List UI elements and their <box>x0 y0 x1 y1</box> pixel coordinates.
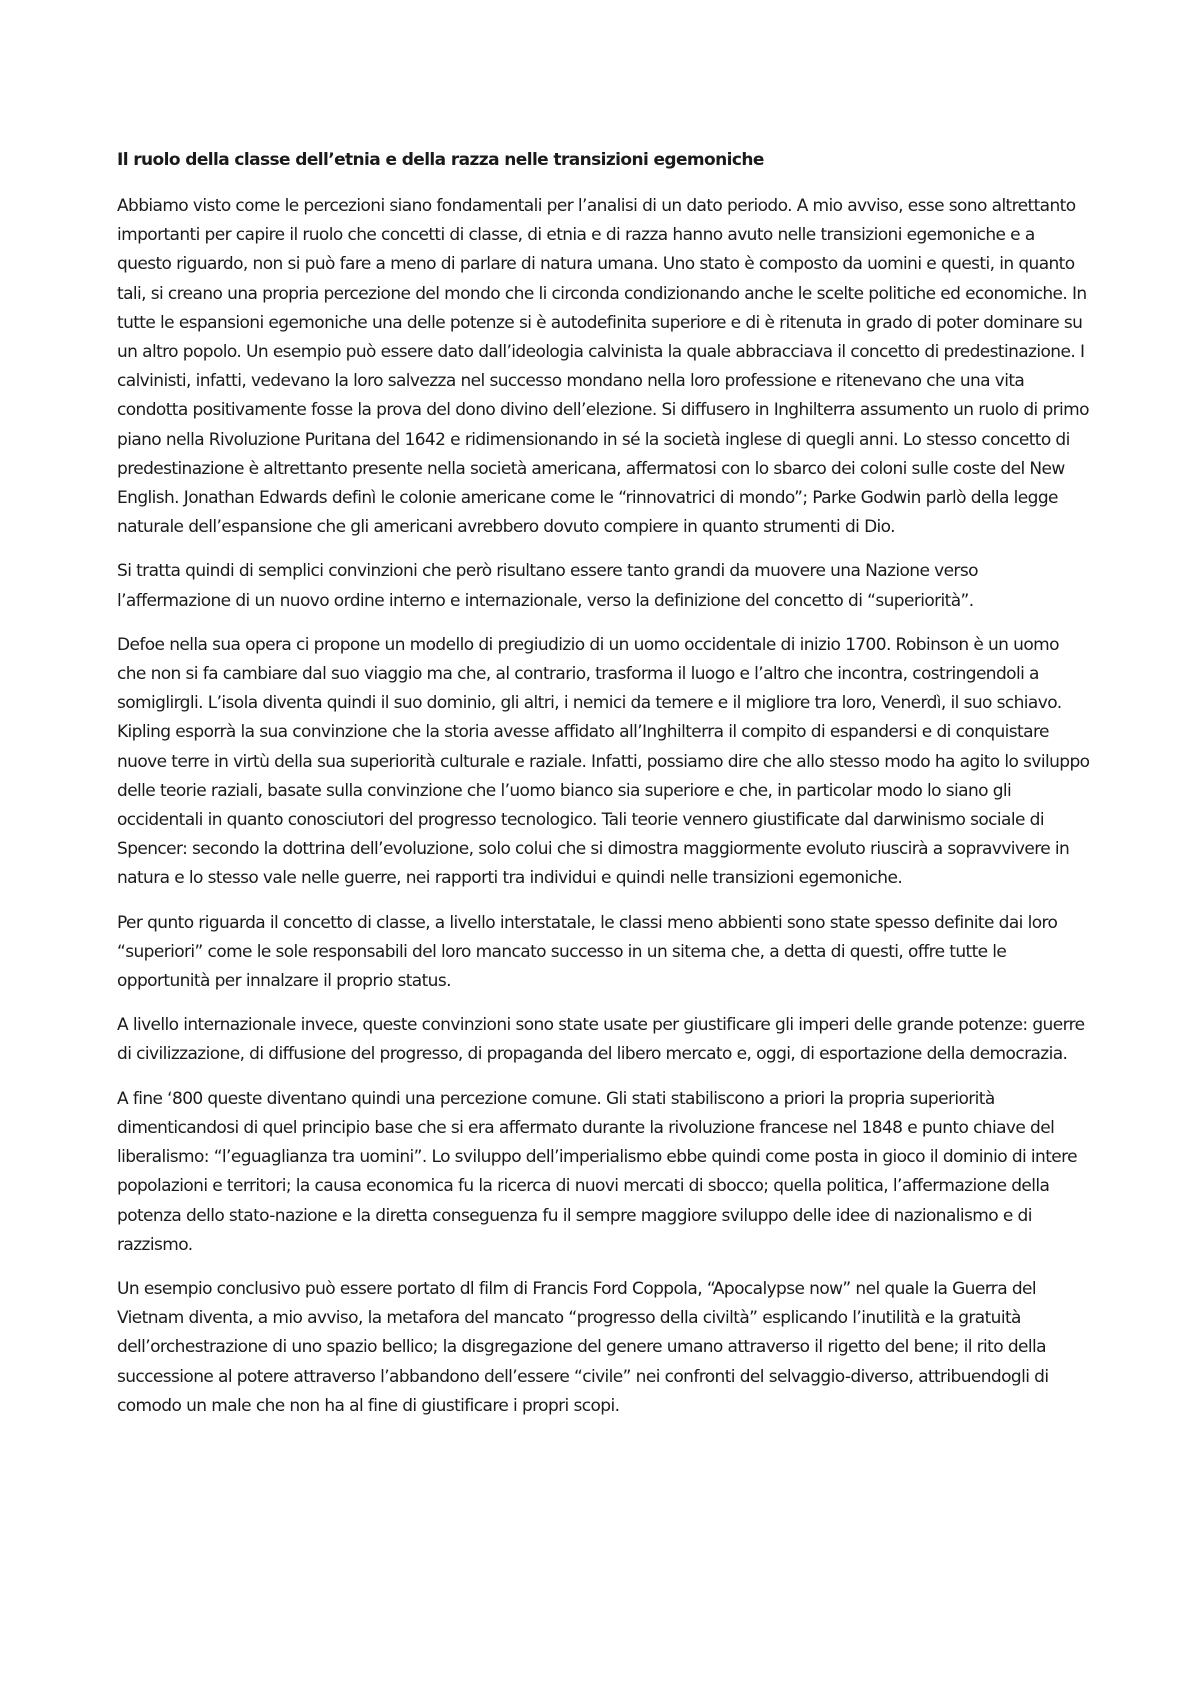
paragraph-6: A fine ‘800 queste diventano quindi una percezione comune. Gli stati stabiliscono a priori la propria superiorità dimenticandosi di quel principio base che si era affermato durante la rivoluzione francese nel 1848 e punto chiave del liberalismo: “l’eguaglianza tra uomini”. Lo sviluppo dell’imperialismo ebbe quindi come posta in gioco il dominio di intere popolazioni e territori; la causa economica fu la ricerca di nuovi mercati di sbocco; quella politica, l’affermazione della potenza dello stato-nazione e la diretta conseguenza fu il sempre maggiore sviluppo delle idee di nazionalismo e di razzismo. <box>117 1088 1078 1255</box>
paragraph-1: Abbiamo visto come le percezioni siano fondamentali per l’analisi di un dato periodo. A mio avviso, esse sono altrettanto importanti per capire il ruolo che concetti di classe, di etnia e di razza hanno avuto nelle transizioni egemoniche e a questo riguardo, non si può fare a meno di parlare di natura umana. Uno stato è composto da uomini e questi, in quanto tali, si creano una propria percezione del mondo che li circonda condizionando anche le scelte politiche ed economiche. In tutte le espansioni egemoniche una delle potenze si è autodefinita superiore e di è ritenuta in grado di poter dominare su un altro popolo. Un esempio può essere dato dall’ideologia calvinista la quale abbracciava il concetto di predestinazione. I calvinisti, infatti, vedevano la loro salvezza nel successo mondano nella loro professione e ritenevano che una vita condotta positivamente fosse la prova del dono divino dell’elezione. Si diffusero in Inghilterra assumento un ruolo di primo piano nella Rivoluzione Puritana del 1642 e ridimensionando in sé la società inglese di quegli anni. Lo stesso concetto di predestinazione è altrettanto presente nella società americana, affermatosi con lo sbarco dei coloni sulle coste del New English. Jonathan Edwards definì le colonie americane come le “rinnovatrici di mondo”; Parke Godwin parlò della legge naturale dell’espansione che gli americani avrebbero dovuto compiere in quanto strumenti di Dio. <box>117 196 1089 538</box>
paragraph-2: Si tratta quindi di semplici convinzioni che però risultano essere tanto grandi da muovere una Nazione verso l’affermazione di un nuovo ordine interno e internazionale, verso la definizione del concetto di “superiorità”. <box>117 561 978 611</box>
paragraph-5: A livello internazionale invece, queste convinzioni sono state usate per giustificare gli imperi delle grande potenze: guerre di civilizzazione, di diffusione del progresso, di propaganda del libero mercato e, oggi, di esportazione della democrazia. <box>117 1015 1085 1065</box>
paragraph-3: Defoe nella sua opera ci propone un modello di pregiudizio di un uomo occidentale di inizio 1700. Robinson è un uomo che non si fa cambiare dal suo viaggio ma che, al contrario, trasforma il luogo e l’altro che incontra, costringendoli a somiglirgli. L’isola diventa quindi il suo dominio, gli altri, i nemici da temere e il migliore tra loro, Venerdì, il suo schiavo. Kipling esporrà la sua convinzione che la storia avesse affidato all’Inghilterra il compito di espandersi e di conquistare nuove terre in virtù della sua superiorità culturale e raziale. Infatti, possiamo dire che allo stesso modo ha agito lo sviluppo delle teorie raziali, basate sulla convinzione che l’uomo bianco sia superiore e che, in particolar modo lo siano gli occidentali in quanto conosciutori del progresso tecnologico. Tali teorie vennero giustificate dal darwinismo sociale di Spencer: secondo la dottrina dell’evoluzione, solo colui che si dimostra maggiormente evoluto riuscirà a sopravvivere in natura e lo stesso vale nelle guerre, nei rapporti tra individui e quindi nelle transizioni egemoniche. <box>117 634 1090 889</box>
document-title: Il ruolo della classe dell’etnia e della razza nelle transizioni egemoniche <box>117 150 764 170</box>
document-body <box>117 146 1092 1436</box>
paragraph-4: Per qunto riguarda il concetto di classe, a livello interstatale, le classi meno abbienti sono state spesso definite dai loro “superiori” come le sole responsabili del loro mancato successo in un sitema che, a detta di questi, offre tutte le opportunità per innalzare il proprio status. <box>117 912 1058 992</box>
paragraph-7: Un esempio conclusivo può essere portato dl film di Francis Ford Coppola, “Apocalypse now” nel quale la Guerra del Vietnam diventa, a mio avviso, la metafora del mancato “progresso della civiltà” esplicando l’inutilità e la gratuità dell’orchestrazione di uno spazio bellico; la disgregazione del genere umano attraverso il rigetto del bene; il rito della successione al potere attraverso l’abbandono dell’essere “civile” nei confronti del selvaggio-diverso, attribuendogli di comodo un male che non ha al fine di giustificare i propri scopi. <box>117 1278 1049 1416</box>
